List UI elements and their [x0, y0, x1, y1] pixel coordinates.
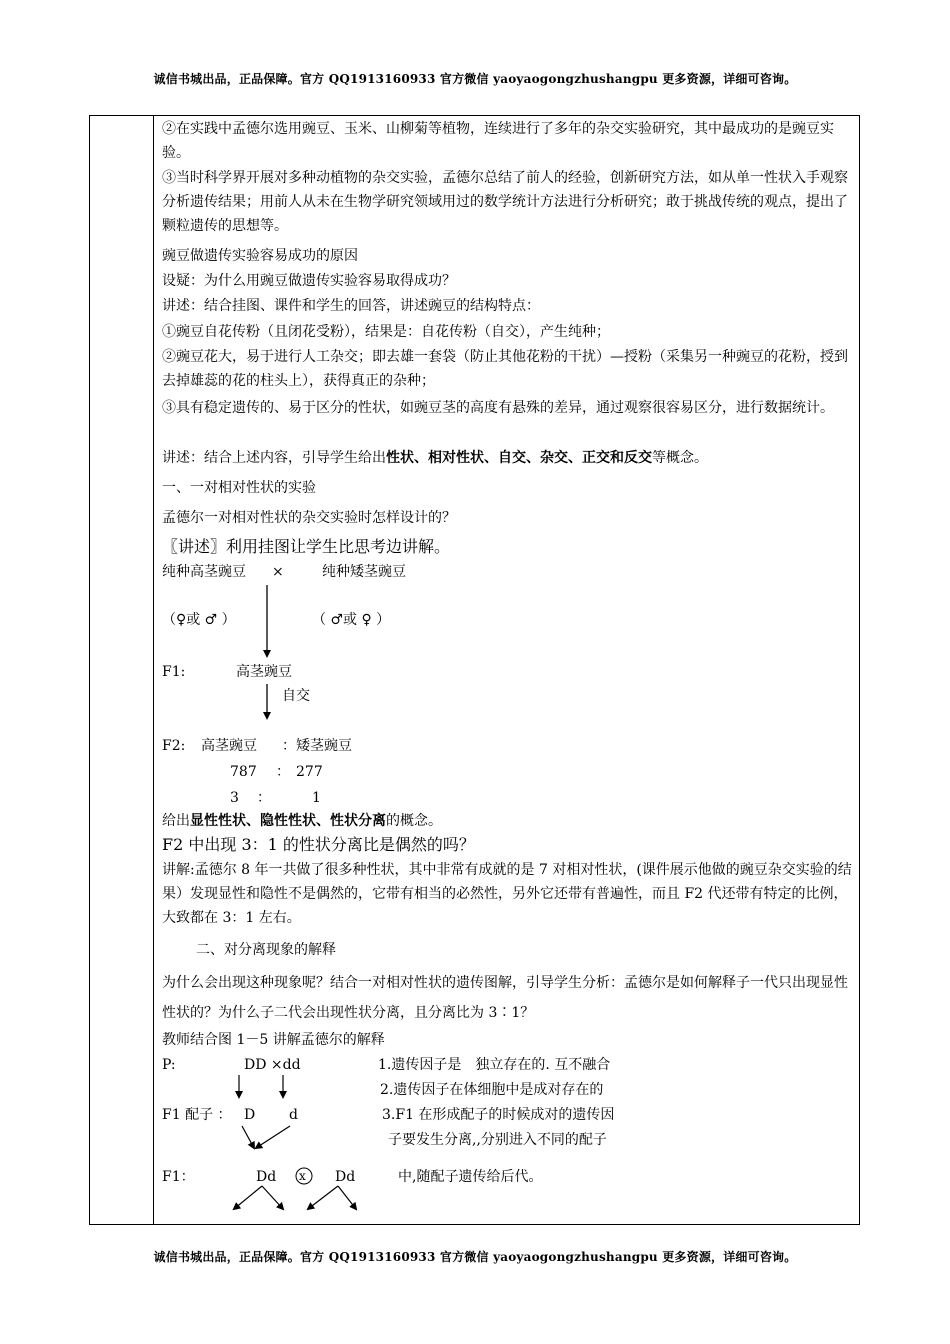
f2-label: F2: [162, 738, 186, 754]
separation-question: 为什么会出现这种现象呢？结合一对相对性状的遗传图解，引导学生分析：孟德尔是如何解释子一代只出现显性性状的？为什么子二代会出现性状分离，且分离比为 3∶1？ [162, 975, 848, 1021]
f1-cross-x: x [299, 1169, 306, 1183]
f2-short: 矮茎豌豆 [296, 738, 352, 754]
rule-2: 2.遗传因子在体细胞中是成对存在的 [380, 1082, 604, 1098]
p-label: P: [162, 1057, 176, 1073]
rule-1: 1.遗传因子是 独立存在的. 互不融合 [378, 1057, 611, 1073]
sex-right: （ ♂或 ♀ ） [312, 612, 391, 628]
f1-right-genotype: Dd [335, 1169, 356, 1185]
gamete-label: F1 配子 ： [162, 1107, 232, 1123]
count-tall: 787 [230, 764, 257, 780]
ratio-short: 1 [312, 790, 321, 806]
arrow-Dd-right-a [308, 1186, 338, 1209]
rule-5: 中,随配子遗传给后代。 [398, 1169, 543, 1185]
pea-feature-3: ③具有稳定遗传的、易于区分的性状，如豌豆茎的高度有悬殊的差异，通过观察很容易区分，进行数据统计。 [162, 400, 834, 416]
pea-question: 设疑：为什么用豌豆做遗传实验容易取得成功？ [162, 273, 456, 289]
arrow-d-to-Dd [256, 1126, 290, 1148]
arrow-D-to-Dd [242, 1126, 254, 1148]
concept2-post: 的概念。 [386, 813, 442, 829]
f1-label: F1: [162, 664, 186, 680]
selfing-label: 自交 [282, 688, 310, 704]
f2-colon: ： [282, 738, 296, 754]
ratio-colon: ： [257, 790, 271, 806]
f1-value: 高茎豌豆 [236, 664, 292, 680]
p-cross: DD ×dd [244, 1057, 301, 1073]
teacher-line: 教师结合图 1－5 讲解孟德尔的解释 [162, 1032, 385, 1048]
rule-4: 子要发生分离,,分别进入不同的配子 [388, 1132, 607, 1148]
f2-tall: 高茎豌豆 [201, 738, 257, 754]
count-short: 277 [296, 764, 323, 780]
separation-title: 二、对分离现象的解释 [196, 942, 336, 958]
concepts-bold: 性状、相对性状、自交、杂交、正交和反交 [386, 450, 652, 466]
pea-heading: 豌豆做遗传实验容易成功的原因 [162, 248, 358, 264]
f1-left-genotype: Dd [256, 1169, 277, 1185]
ratio-tall: 3 [230, 790, 239, 806]
cross-circle [296, 1168, 312, 1184]
parent-tall: 纯种高茎豌豆 [162, 564, 246, 580]
experiment-question: 孟德尔一对相对性状的杂交实验时怎样设计的？ [162, 510, 456, 526]
pea-feature-1: ①豌豆自花传粉（且闭花受粉），结果是：自花传粉（自交），产生纯种； [162, 324, 610, 340]
gamete-d: d [289, 1107, 298, 1123]
concepts-pre: 讲述：结合上述内容，引导学生给出 [162, 450, 386, 466]
rule-3: 3.F1 在形成配子的时候成对的遗传因 [382, 1107, 615, 1123]
page-header: 诚信书城出品，正品保障。官方 QQ1913160933 官方微信 yaoyaogongzhushangpu 更多资源，详细可咨询。 [153, 72, 797, 86]
parent-short: 纯种矮茎豌豆 [322, 564, 406, 580]
pea-narrate: 讲述：结合挂图、课件和学生的回答，讲述豌豆的结构特点： [162, 298, 540, 314]
concept2-pre: 给出 [162, 813, 190, 829]
concepts-post: 等概念。 [652, 450, 708, 466]
intro-paragraph-3: ③当时科学界开展对多种动植物的杂交实验，孟德尔总结了前人的经验，创新研究方法，如从单一性状入手观察分析遗传结果；用前人从未在生物学研究领域用过的数学统计方法进行分析研究；敢于挑战传统的观点，提出了颗粒遗传的思想等。 [162, 170, 848, 234]
experiment-lecture: 〖讲述〗利用挂图让学生比思考边讲解。 [162, 537, 451, 556]
arrow-Dd-left-a [234, 1186, 262, 1209]
arrow-Dd-right-b [338, 1186, 356, 1209]
experiment-title: 一、一对相对性状的实验 [162, 480, 316, 496]
count-colon: ： [276, 764, 290, 780]
sex-left: （♀或 ♂ ） [162, 612, 236, 628]
pea-feature-2: ②豌豆花大，易于进行人工杂交；即去雄一套袋（防止其他花粉的干扰）—授粉（采集另一种豌豆的花粉，授到去掉雄蕊的花的柱头上），获得真正的杂种； [162, 349, 848, 389]
arrow-Dd-left-b [262, 1186, 283, 1209]
f2-question: F2 中出现 3：1 的性状分离比是偶然的吗？ [162, 835, 475, 854]
page-footer: 诚信书城出品，正品保障。官方 QQ1913160933 官方微信 yaoyaogongzhushangpu 更多资源，详细可咨询。 [153, 1250, 797, 1264]
gamete-D: D [244, 1107, 256, 1123]
concept2-bold: 显性性状、隐性性状、性状分离 [190, 813, 386, 829]
explain-paragraph: 讲解:孟德尔 8 年一共做了很多种性状，其中非常有成就的是 7 对相对性状，(课件展示他做的豌豆杂交实验的结果）发现显性和隐性不是偶然的，它带有相当的必然性，另外它还带有普遍性，而且 F2 代还带有特定的比例，大致都在 3：1 左右。 [162, 862, 852, 926]
intro-paragraph-2: ②在实践中孟德尔选用豌豆、玉米、山柳菊等植物，连续进行了多年的杂交实验研究，其中最成功的是豌豆实验。 [162, 121, 834, 161]
cross-symbol: × [272, 564, 284, 580]
f1-cross-label: F1： [162, 1169, 195, 1185]
